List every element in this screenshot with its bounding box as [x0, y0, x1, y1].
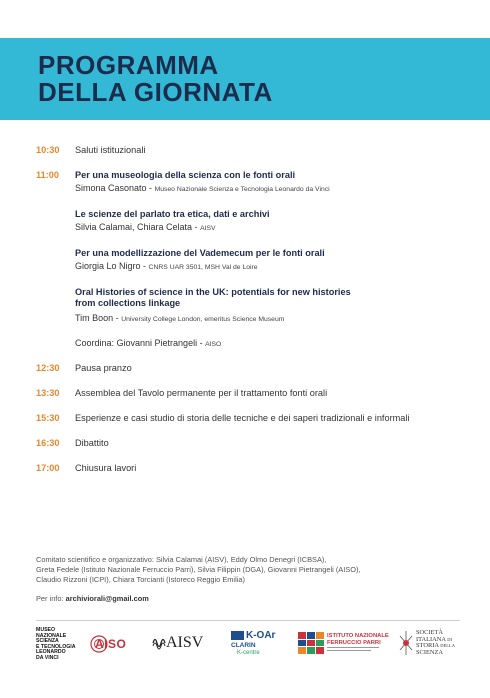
talk-speaker [75, 261, 258, 271]
koar-badge-icon [231, 631, 244, 640]
sisc-wordmark: SOCIETÀ ITALIANA DI STORIA DELLA SCIENZA [416, 629, 455, 656]
committee-line-2: Greta Fedele (Istituto Nazionale Ferruccio Parri), Silvia Filippin (DGA), Giovanni Pietrangeli (AISO), [36, 565, 361, 574]
soundwave-icon [152, 634, 166, 652]
speaker-affiliation: AISV [200, 225, 216, 232]
aisv-wordmark: AISV [166, 634, 204, 651]
agenda-time: 17:00 [36, 463, 60, 473]
speaker-name: Simona Casonato - [75, 183, 153, 193]
aiso-wordmark: AISO [95, 637, 127, 651]
agenda-text: Assemblea del Tavolo permanente per il trattamento fonti orali [75, 388, 328, 398]
talk-title-line-2: from collections linkage [75, 298, 181, 308]
koar-wordmark: K-OAr [246, 630, 276, 641]
agenda-time: 11:00 [36, 170, 59, 180]
talk-speaker [75, 183, 330, 193]
talk-title-line-1: Oral Histories of science in the UK: potentials for new histories [75, 287, 351, 297]
coordination-name: Coordina: Giovanni Pietrangeli - [75, 338, 203, 348]
talk-speaker [75, 313, 284, 323]
parri-mosaic-icon [298, 632, 324, 654]
agenda-time: 12:30 [36, 363, 60, 373]
museo-scienza-logo: MUSEO NAZIONALE SCIENZA E TECNOLOGIA LEONARDO DA VINCI [36, 627, 76, 661]
agenda-time: 15:30 [36, 413, 60, 423]
speaker-name: Giorgia Lo Nigro - [75, 261, 147, 271]
parri-wordmark: ISTITUTO NAZIONALE FERRUCCIO PARRI [327, 633, 389, 646]
speaker-affiliation: Museo Nazionale Scienza e Tecnologia Leonardo da Vinci [154, 186, 330, 193]
agenda-time: 16:30 [36, 438, 60, 448]
talk-speaker [75, 222, 216, 232]
speaker-name: Silvia Calamai, Chiara Celata - [75, 222, 198, 232]
agenda-text: Chiusura lavori [75, 463, 137, 473]
speaker-affiliation: CNRS UAR 3501, MSH Val de Loire [148, 264, 258, 271]
talk-title: Per una museologia della scienza con le fonti orali [75, 170, 296, 180]
footer-divider [36, 620, 460, 621]
talk-title: Le scienze del parlato tra etica, dati e archivi [75, 209, 270, 219]
contact-email-link[interactable]: archiviorali@gmail.com [65, 594, 149, 603]
agenda-text: Esperienze e casi studio di storia delle tecniche e dei saperi tradizionali e informali [75, 413, 410, 423]
coordination-affiliation: AISO [205, 341, 222, 348]
talk-title: Per una modellizzazione del Vademecum per le fonti orali [75, 248, 325, 258]
page-title-line-1: PROGRAMMA [38, 50, 219, 80]
parri-subtext-line [327, 650, 371, 651]
kcentre-label: K-centre [237, 650, 260, 656]
aiso-logo [90, 632, 134, 661]
parri-subtext-line [327, 647, 379, 648]
committee-line-1: Comitato scientifico e organizzativo: Silvia Calamai (AISV), Eddy Olmo Denegri (ICBSA), [36, 555, 327, 564]
coordination [75, 338, 221, 348]
compass-icon [398, 630, 414, 656]
agenda-time: 13:30 [36, 388, 60, 398]
speaker-affiliation: University College London, emeritus Science Museum [121, 316, 285, 323]
agenda-text: Saluti istituzionali [75, 145, 146, 155]
committee-text [36, 555, 360, 585]
contact-info [36, 594, 149, 604]
contact-label: Per info: [36, 594, 64, 603]
page-title-line-2: DELLA GIORNATA [38, 77, 273, 107]
agenda-text: Dibattito [75, 438, 109, 448]
page-title [38, 52, 273, 106]
committee-line-3: Claudio Rizzoni (ICPI), Chiara Torcianti (Istoreco Reggio Emilia) [36, 575, 245, 584]
clarin-label: CLARIN [231, 642, 256, 649]
speaker-name: Tim Boon - [75, 313, 119, 323]
agenda-time: 10:30 [36, 145, 60, 155]
agenda-text: Pausa pranzo [75, 363, 132, 373]
